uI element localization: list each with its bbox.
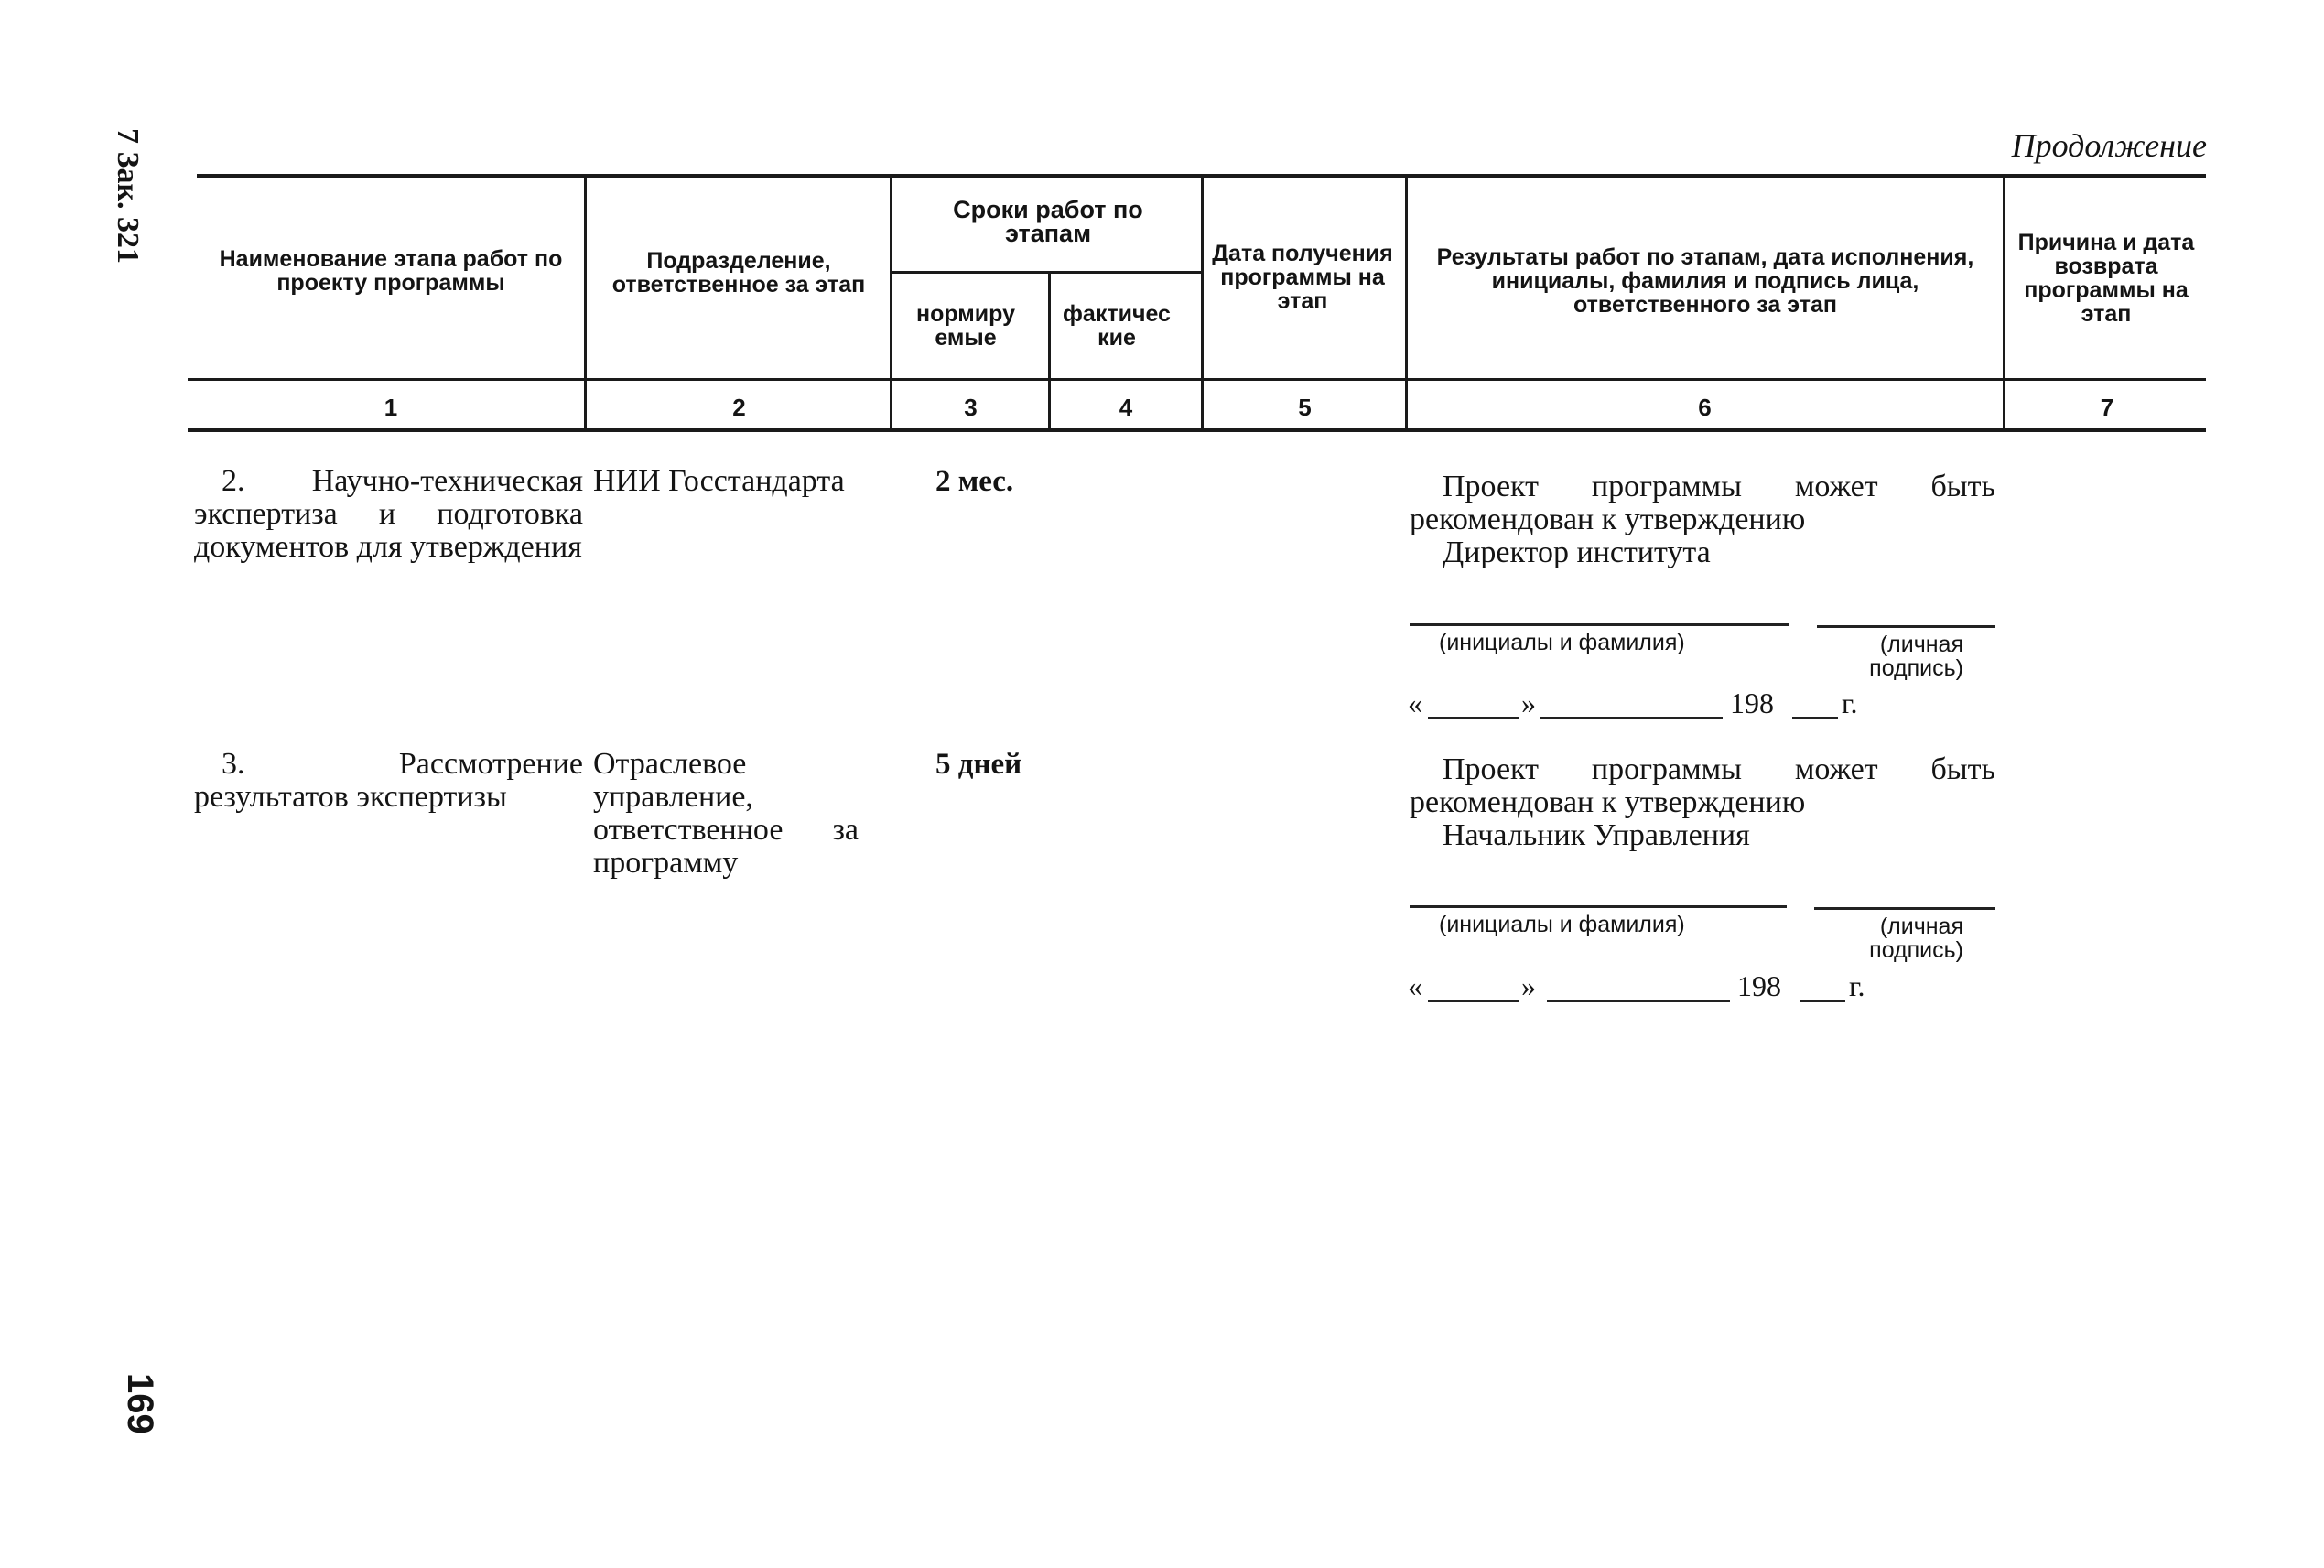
- col-divider-2: [890, 176, 892, 430]
- order-mark: 7 Зак. 321: [111, 128, 145, 265]
- header-actual: фактические: [1063, 301, 1171, 351]
- responsible-unit: НИИ Госстандарта: [593, 464, 845, 498]
- column-number: 6: [1698, 394, 1712, 421]
- signature-name-caption: (инициалы и фамилия): [1439, 912, 1685, 937]
- stage-name: 3. Рассмотрение результатов экспертизы: [194, 747, 583, 814]
- date-quote-close: »: [1521, 687, 1536, 719]
- date-day-line: [1428, 717, 1519, 719]
- col-divider-5: [1405, 176, 1408, 430]
- normative-term: 5 дней: [935, 748, 1022, 781]
- column-number: 1: [384, 394, 398, 421]
- result-text: Проект программы может быть рекомендован к утверждению: [1410, 752, 1995, 819]
- signature-sign-line: [1814, 907, 1995, 910]
- header-receipt-date: Дата получения программы на этап: [1212, 241, 1393, 314]
- signature-sign-line: [1817, 625, 1995, 628]
- stage-name: 2. Научно-техническая экспертиза и подготовка документов для утверждения: [194, 464, 583, 564]
- signature-name-caption: (инициалы и фамилия): [1439, 630, 1685, 655]
- signature-sign-caption: (личная подпись): [1869, 914, 1963, 963]
- column-number: 2: [732, 394, 746, 421]
- date-month-line: [1540, 717, 1723, 719]
- col-divider-6: [2003, 176, 2005, 430]
- header-normative: нормируемые: [915, 301, 1016, 351]
- date-day-line: [1428, 1000, 1519, 1002]
- page-number: 169: [120, 1373, 160, 1434]
- header-work-terms: Сроки работ по этапам: [953, 196, 1143, 247]
- table-numbers-rule: [188, 428, 2206, 432]
- date-quote-close: »: [1521, 969, 1536, 1002]
- responsible-unit: Отраслевое управление, ответственное за программу: [593, 747, 859, 880]
- header-return-reason: Причина и дата возврата программы на этап: [2017, 230, 2195, 327]
- header-results: Результаты работ по этапам, дата исполнения, инициалы, фамилия и подпись лица, ответственного за этап: [1436, 244, 1974, 318]
- header-stage-name: Наименование этапа работ по проекту программы: [219, 246, 563, 296]
- column-number: 5: [1298, 394, 1312, 421]
- date-quote-open: «: [1408, 687, 1422, 719]
- result-signer-title: Директор института: [1443, 535, 1711, 569]
- normative-term: 2 мес.: [935, 465, 1014, 498]
- date-year-prefix: 198: [1737, 969, 1781, 1002]
- date-quote-open: «: [1408, 969, 1422, 1002]
- date-year-line: [1800, 1000, 1845, 1002]
- signature-name-line: [1410, 623, 1789, 626]
- date-year-prefix: 198: [1730, 687, 1774, 719]
- col-divider-4: [1201, 176, 1204, 430]
- date-month-line: [1547, 1000, 1730, 1002]
- col-divider-1: [584, 176, 587, 430]
- signature-name-line: [1410, 905, 1787, 908]
- column-number: 3: [964, 394, 978, 421]
- result-signer-title: Начальник Управления: [1443, 818, 1750, 852]
- continuation-label: Продолжение: [2011, 127, 2207, 164]
- header-responsible-unit: Подразделение, ответственное за этап: [611, 248, 866, 297]
- date-year-line: [1792, 717, 1838, 719]
- result-text: Проект программы может быть рекомендован к утверждению: [1410, 470, 1995, 536]
- column-number: 4: [1119, 394, 1133, 421]
- col-divider-3: [1048, 273, 1051, 430]
- terms-subheader-rule: [890, 271, 1201, 274]
- date-year-suffix: г.: [1842, 687, 1858, 719]
- signature-sign-caption: (личная подпись): [1869, 632, 1963, 681]
- date-year-suffix: г.: [1849, 969, 1865, 1002]
- table-header-rule: [188, 378, 2206, 381]
- column-number: 7: [2100, 394, 2114, 421]
